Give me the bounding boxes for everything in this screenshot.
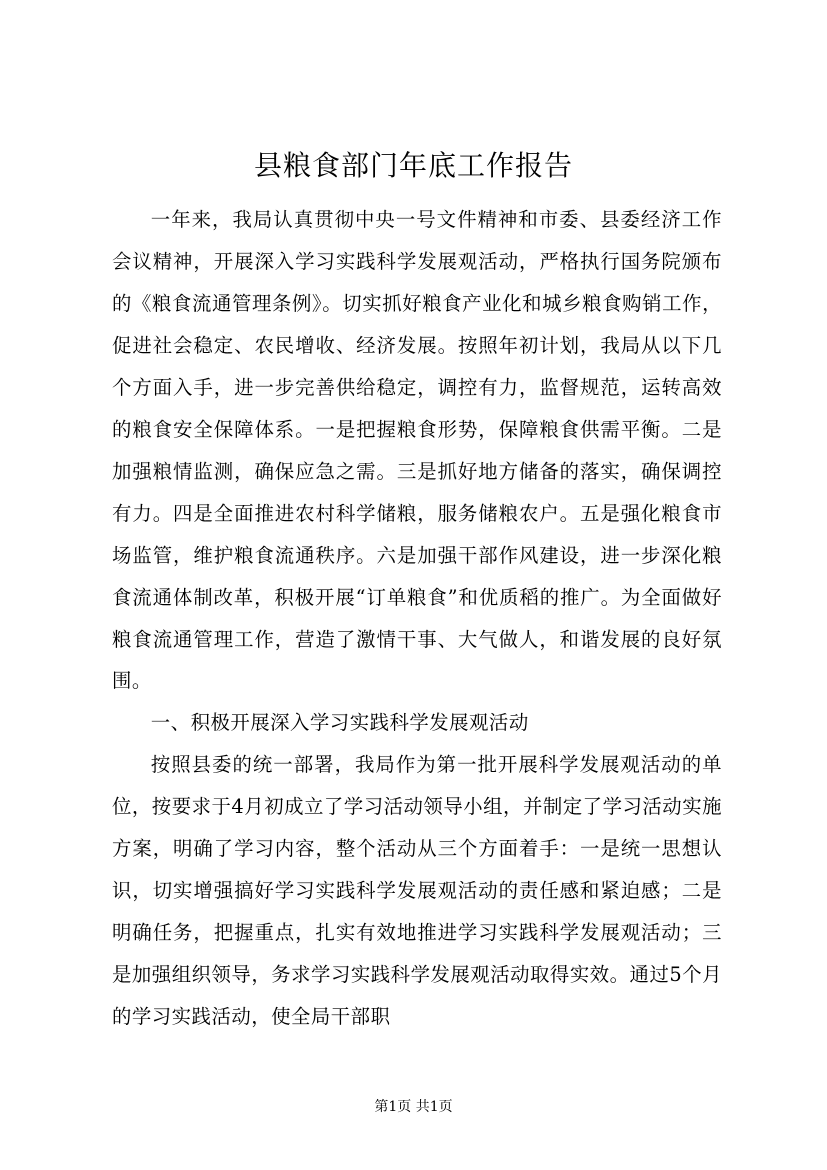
- document-title: 县粮食部门年底工作报告: [253, 149, 573, 182]
- document-body: [112, 199, 722, 1038]
- section-paragraph: 按照县委的统一部署，我局作为第一批开展科学发展观活动的单位，按要求于4月初成立了学习活动领导小组，并制定了学习活动实施方案，明确了学习内容，整个活动从三个方面着手：一是统一思想认识，切实增强搞好学习实践科学发展观活动的责任感和紧迫感；二是明确任务，把握重点，扎实有效地推进学习实践科学发展观活动；三是加强组织领导，务求学习实践科学发展观活动取得实效。通过5个月的学习实践活动，使全局干部职: [112, 753, 722, 1029]
- page-footer: 第1页 共1页: [374, 1099, 453, 1115]
- intro-paragraph: 一年来，我局认真贯彻中央一号文件精神和市委、县委经济工作会议精神，开展深入学习实践科学发展观活动，严格执行国务院颁布的《粮食流通管理条例》。切实抓好粮食产业化和城乡粮食购销工作，促进社会稳定、农民增收、经济发展。按照年初计划，我局从以下几个方面入手，进一步完善供给稳定，调控有力，监督规范，运转高效的粮食安全保障体系。一是把握粮食形势，保障粮食供需平衡。二是加强粮情监测，确保应急之需。三是抓好地方储备的落实，确保调控有力。四是全面推进农村科学储粮，服务储粮农户。五是强化粮食市场监管，维护粮食流通秩序。六是加强干部作风建设，进一步深化粮食流通体制改革，积极开展“订单粮食”和优质稻的推广。为全面做好粮食流通管理工作，营造了激情干事、大气做人，和谐发展的良好氛围。: [112, 208, 722, 693]
- section-heading: 一、积极开展深入学习实践科学发展观活动: [150, 711, 529, 735]
